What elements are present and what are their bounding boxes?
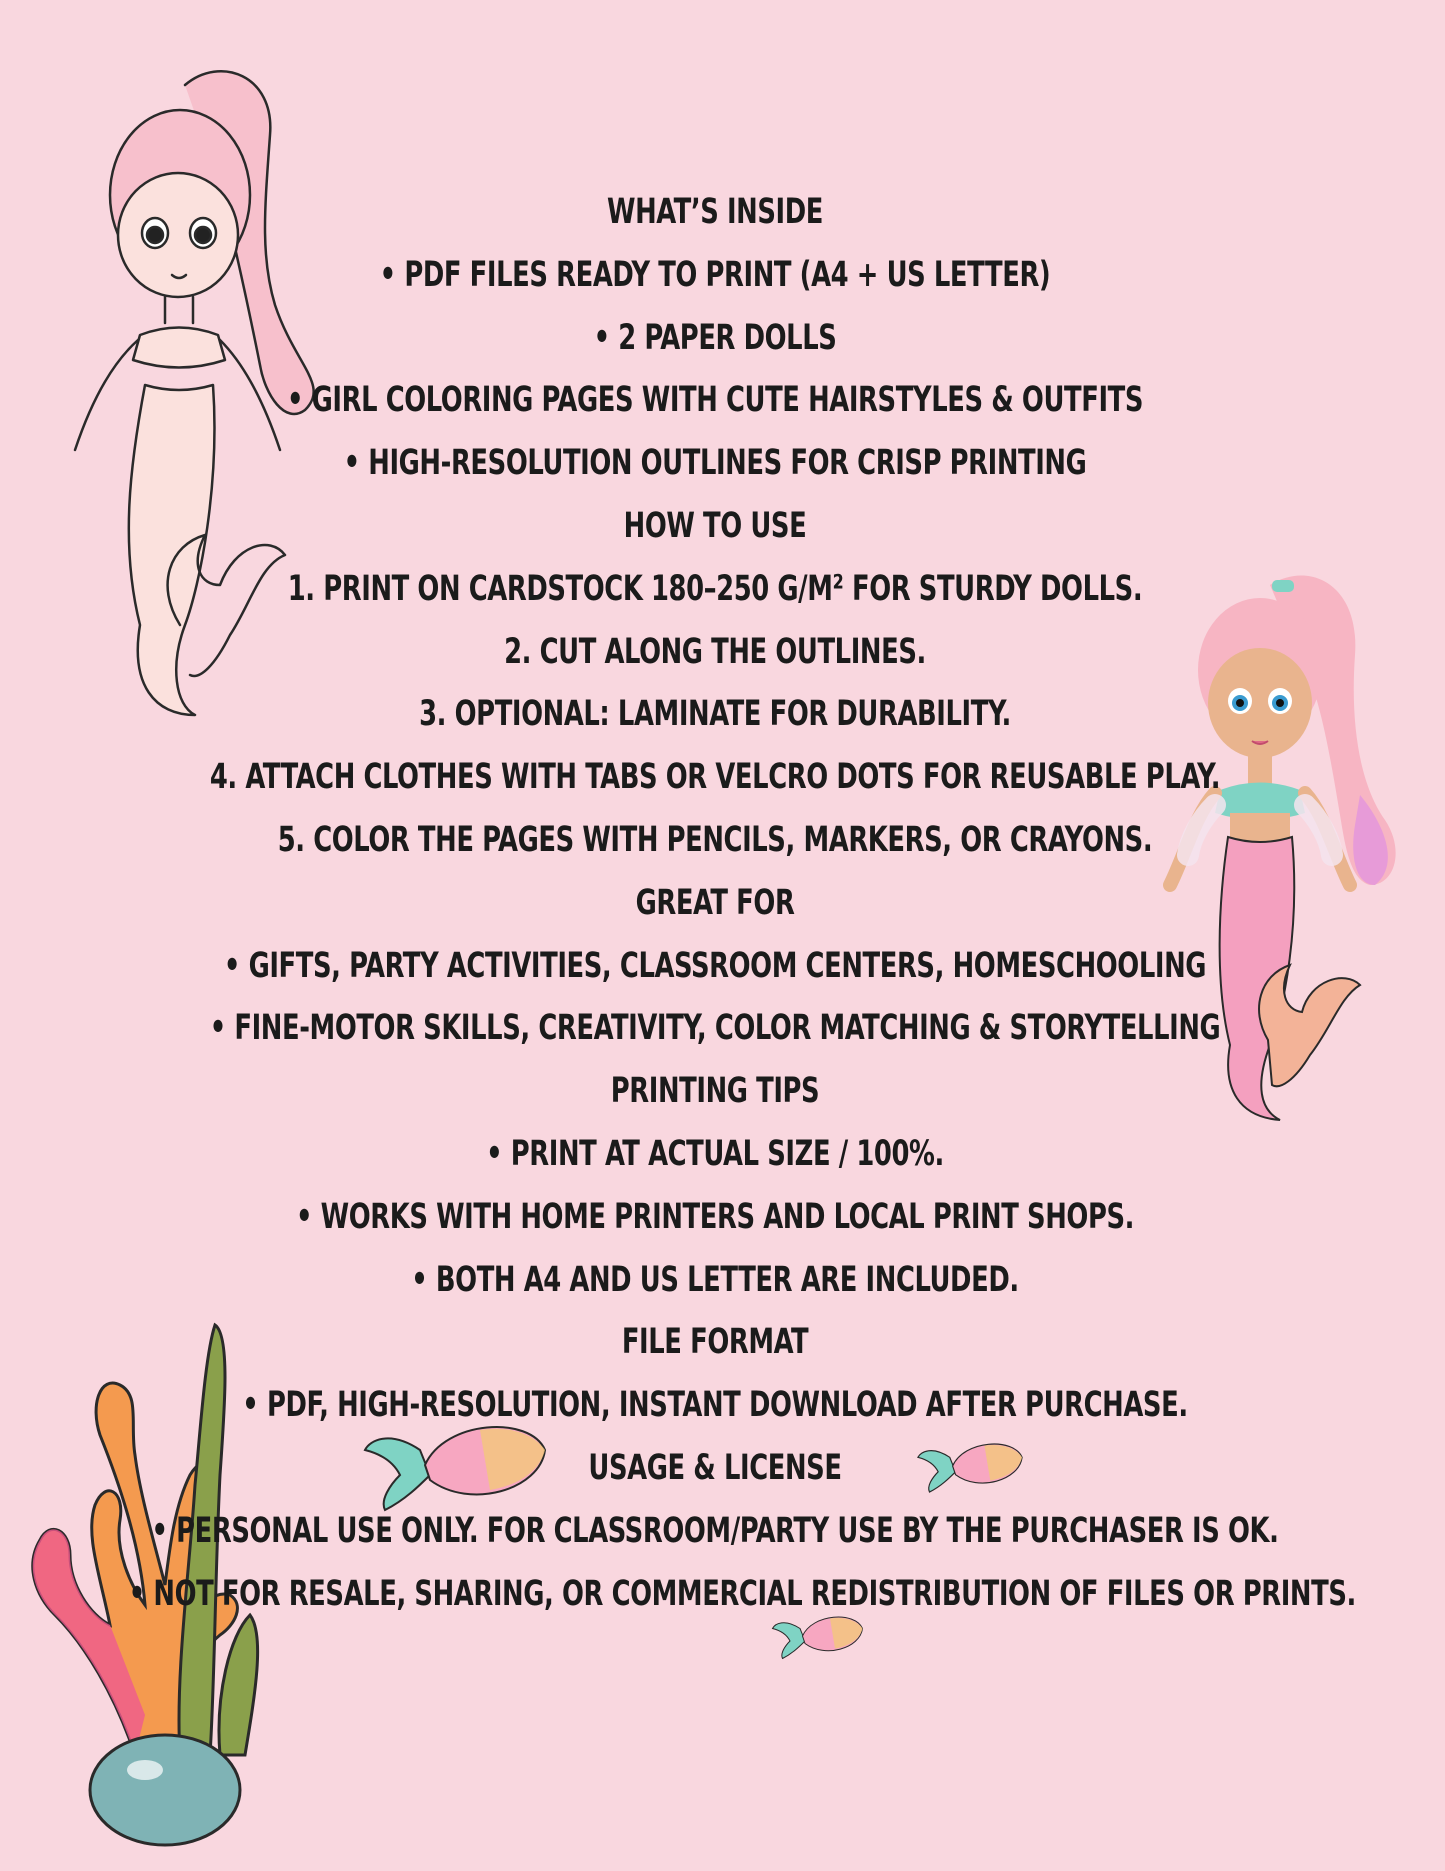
section-heading-great-for: GREAT FOR bbox=[635, 882, 795, 923]
list-item: • GIRL COLORING PAGES WITH CUTE HAIRSTYLES & OUTFITS bbox=[286, 380, 1144, 421]
product-info-text bbox=[0, 181, 1430, 1625]
list-item: • NOT FOR RESALE, SHARING, OR COMMERCIAL REDISTRIBUTION OF FILES OR PRINTS. bbox=[128, 1573, 1356, 1614]
list-item: • PDF, HIGH-RESOLUTION, INSTANT DOWNLOAD AFTER PURCHASE. bbox=[242, 1385, 1188, 1426]
list-item: • PERSONAL USE ONLY. FOR CLASSROOM/PARTY USE BY THE PURCHASER IS OK. bbox=[151, 1510, 1279, 1551]
list-item: • BOTH A4 AND US LETTER ARE INCLUDED. bbox=[411, 1259, 1019, 1300]
list-item: • HIGH-RESOLUTION OUTLINES FOR CRISP PRINTING bbox=[343, 443, 1087, 484]
list-item: 5. COLOR THE PAGES WITH PENCILS, MARKERS, OR CRAYONS. bbox=[277, 819, 1153, 860]
list-item: 4. ATTACH CLOTHES WITH TABS OR VELCRO DOTS FOR REUSABLE PLAY. bbox=[209, 757, 1221, 798]
section-heading-whats-inside: WHAT’S INSIDE bbox=[606, 192, 824, 232]
list-item: 2. CUT ALONG THE OUTLINES. bbox=[504, 631, 926, 672]
list-item: 1. PRINT ON CARDSTOCK 180–250 G/M² FOR STURDY DOLLS. bbox=[287, 568, 1143, 609]
section-heading-usage-license: USAGE & LICENSE bbox=[588, 1447, 842, 1488]
list-item: • PRINT AT ACTUAL SIZE / 100%. bbox=[486, 1133, 944, 1174]
list-item: • WORKS WITH HOME PRINTERS AND LOCAL PRINT SHOPS. bbox=[295, 1196, 1135, 1237]
section-heading-how-to-use: HOW TO USE bbox=[623, 505, 807, 546]
list-item: • 2 PAPER DOLLS bbox=[593, 317, 837, 358]
section-heading-file-format: FILE FORMAT bbox=[621, 1322, 809, 1363]
list-item: • FINE-MOTOR SKILLS, CREATIVITY, COLOR MATCHING & STORYTELLING bbox=[209, 1008, 1221, 1049]
list-item: 3. OPTIONAL: LAMINATE FOR DURABILITY. bbox=[419, 694, 1011, 735]
list-item: • GIFTS, PARTY ACTIVITIES, CLASSROOM CENTERS, HOMESCHOOLING bbox=[223, 945, 1207, 986]
list-item: • PDF FILES READY TO PRINT (A4 + US LETTER) bbox=[379, 254, 1051, 295]
section-heading-printing-tips: PRINTING TIPS bbox=[610, 1071, 820, 1112]
